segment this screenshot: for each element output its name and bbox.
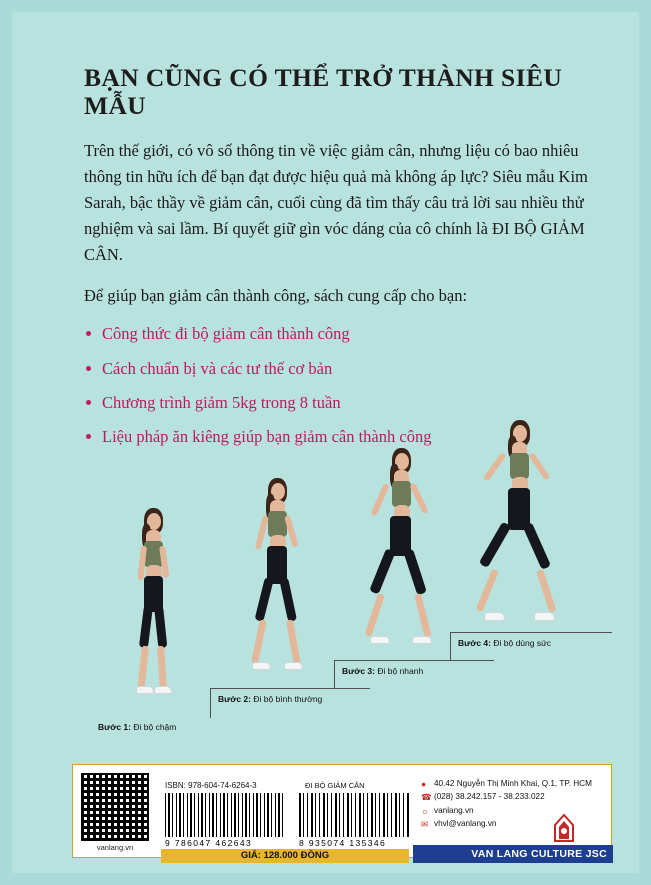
address-row-email[interactable] xyxy=(421,817,613,830)
address-line-3[interactable]: vanlang.vn xyxy=(434,805,474,815)
list-item xyxy=(84,358,592,379)
step-label-4 xyxy=(458,638,551,648)
barcode-number-1: 9 786047 462643 xyxy=(165,838,253,848)
address-row-web[interactable] xyxy=(421,804,613,817)
cover-inner-panel xyxy=(12,12,639,873)
step-label-1-text: Đi bộ chậm xyxy=(133,722,177,732)
text-block xyxy=(84,64,592,461)
list-item-label: Chương trình giảm 5kg trong 8 tuần xyxy=(102,393,341,413)
address-line-2: (028) 38.242.157 - 38.233.022 xyxy=(434,792,545,802)
step-label-1 xyxy=(98,722,176,732)
qr-caption: vanlang.vn xyxy=(96,843,134,852)
step-label-4-bold: Bước 4: xyxy=(458,638,491,648)
walker-figure-4 xyxy=(486,420,566,636)
walker-figure-3 xyxy=(370,448,446,664)
page-title: BẠN CŨNG CÓ THỂ TRỞ THÀNH SIÊU MẪU xyxy=(84,63,563,121)
publisher-name: VAN LANG CULTURE JSC xyxy=(413,845,613,863)
publisher-logo-icon xyxy=(547,813,581,845)
step-label-3-bold: Bước 3: xyxy=(342,666,375,676)
step-label-2-bold: Bước 2: xyxy=(218,694,251,704)
list-item-label: Liệu pháp ăn kiêng giúp bạn giảm cân thành công xyxy=(102,427,432,447)
globe-icon: ☼ xyxy=(421,805,429,816)
address-row-phone xyxy=(421,790,613,803)
publisher-info-block xyxy=(72,764,612,861)
list-item-label: Công thức đi bộ giảm cân thành công xyxy=(102,324,350,344)
walker-figure-2 xyxy=(248,478,318,690)
isbn-text: ISBN: 978-604-74-6264-3 xyxy=(165,781,257,790)
address-block xyxy=(421,777,613,830)
walker-figure-1 xyxy=(124,508,194,713)
list-item-label: Cách chuẩn bị và các tư thế cơ bản xyxy=(102,358,333,378)
book-short-name: ĐI BỘ GIẢM CÂN xyxy=(305,781,365,790)
barcode-2 xyxy=(299,793,409,837)
step-label-2 xyxy=(218,694,322,704)
intro-paragraph: Trên thế giới, có vô số thông tin về việc giảm cân, nhưng liệu có bao nhiêu thông tin hữu ích để bạn đạt được hiệu quả mà không áp lực? Siêu mẫu Kim Sarah, bậc thầy về giảm cân, cuối cùng đã tìm thấy câu trả lời sau nhiều thử nghiệm và sai lầm. Bí quyết giữ gìn vóc dáng của cô chính là ĐI BỘ GIẢM CÂN. xyxy=(84,141,588,265)
phone-icon: ☎ xyxy=(421,792,432,803)
price-badge: GIÁ: 128.000 ĐỒNG xyxy=(161,849,409,863)
mail-icon: ✉ xyxy=(421,818,429,829)
list-item xyxy=(84,323,592,344)
step-label-3 xyxy=(342,666,423,676)
list-item xyxy=(84,392,592,413)
barcode-number-2: 8 935074 135346 xyxy=(299,838,387,848)
lead-paragraph: Để giúp bạn giảm cân thành công, sách cung cấp cho bạn: xyxy=(84,286,468,306)
location-icon: ● xyxy=(421,779,427,789)
step-label-4-text: Đi bộ dùng sức xyxy=(493,638,552,648)
bullet-dot-icon xyxy=(86,400,91,405)
step-label-1-bold: Bước 1: xyxy=(98,722,131,732)
bullet-dot-icon xyxy=(86,366,91,371)
step-label-3-text: Đi bộ nhanh xyxy=(377,666,424,676)
address-row-location xyxy=(421,777,613,790)
address-line-1: 40.42 Nguyễn Thị Minh Khai, Q.1, TP. HCM xyxy=(434,779,592,788)
qr-code-icon xyxy=(81,773,149,841)
barcode-1 xyxy=(165,793,285,837)
address-line-4[interactable]: vhvl@vanlang.vn xyxy=(434,818,497,828)
step-label-2-text: Đi bộ bình thường xyxy=(253,694,323,704)
bullet-dot-icon xyxy=(86,331,91,336)
walking-steps-illustration xyxy=(72,420,612,750)
